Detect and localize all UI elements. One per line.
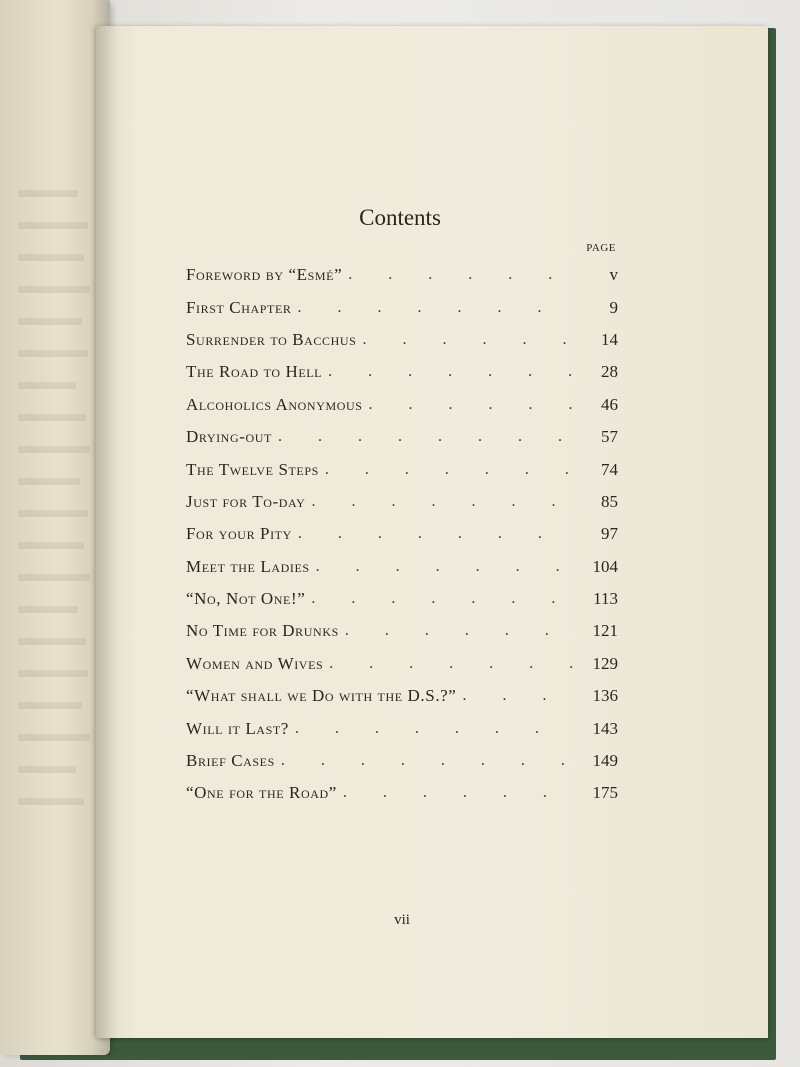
entry-title: Drying-out xyxy=(186,427,272,447)
contents-entry xyxy=(186,291,618,323)
dot-leader xyxy=(337,784,574,802)
entry-page-number: 175 xyxy=(592,783,618,803)
entry-title: Meet the Ladies xyxy=(186,556,310,576)
entry-title: For your Pity xyxy=(186,524,292,544)
entry-page-number: 14 xyxy=(601,329,618,349)
page-column-label: PAGE xyxy=(586,242,616,254)
entry-title: First Chapter xyxy=(186,297,292,317)
entry-page-number: 28 xyxy=(601,362,618,382)
contents-entry xyxy=(186,356,618,388)
contents-entry xyxy=(186,583,618,615)
dot-leader xyxy=(323,655,574,673)
contents-entry xyxy=(186,680,618,712)
entry-page-number: 74 xyxy=(601,459,618,479)
entry-title: Alcoholics Anonymous xyxy=(186,394,363,414)
entry-page-number: 136 xyxy=(592,686,618,706)
dot-leader xyxy=(305,493,574,511)
entry-title: Will it Last? xyxy=(186,718,289,738)
dot-leader xyxy=(339,622,574,640)
entry-title: “No, Not One!” xyxy=(186,589,306,609)
contents-entry xyxy=(186,421,618,453)
entry-page-number: 143 xyxy=(592,718,618,738)
contents-heading: Contents xyxy=(359,205,441,230)
entry-title: Brief Cases xyxy=(186,751,275,771)
dot-leader xyxy=(342,266,574,284)
entry-page-number: 85 xyxy=(601,491,618,511)
entry-page-number: 46 xyxy=(601,394,618,414)
dot-leader xyxy=(289,720,574,738)
page-number: vii xyxy=(394,912,410,928)
contents-entry xyxy=(186,259,618,291)
entry-page-number: v xyxy=(609,265,618,285)
entry-page-number: 9 xyxy=(609,297,618,317)
dot-leader xyxy=(322,363,574,381)
entry-page-number: 121 xyxy=(592,621,618,641)
dot-leader xyxy=(310,558,574,576)
page-gutter-shadow xyxy=(96,26,118,1038)
entry-title: No Time for Drunks xyxy=(186,621,339,641)
contents-entry xyxy=(186,615,618,647)
contents-entry xyxy=(186,648,618,680)
contents-list xyxy=(186,259,618,810)
contents-entry xyxy=(186,712,618,744)
contents-entry xyxy=(186,486,618,518)
left-page xyxy=(0,0,110,1055)
entry-page-number: 104 xyxy=(592,556,618,576)
dot-leader xyxy=(305,590,574,608)
contents-entry xyxy=(186,453,618,485)
entry-title: Foreword by “Esmé” xyxy=(186,265,343,285)
contents-entry xyxy=(186,324,618,356)
entry-page-number: 97 xyxy=(601,524,618,544)
contents-entry xyxy=(186,389,618,421)
entry-page-number: 113 xyxy=(593,589,618,609)
contents-entry xyxy=(186,551,618,583)
entry-page-number: 57 xyxy=(601,427,618,447)
contents-entry xyxy=(186,745,618,777)
entry-page-number: 149 xyxy=(592,751,618,771)
dot-leader xyxy=(363,396,574,414)
dot-leader xyxy=(272,428,574,446)
dot-leader xyxy=(356,331,574,349)
entry-title: The Road to Hell xyxy=(186,362,323,382)
entry-title: Women and Wives xyxy=(186,653,324,673)
entry-page-number: 129 xyxy=(592,653,618,673)
dot-leader xyxy=(292,525,574,543)
entry-title: The Twelve Steps xyxy=(186,459,319,479)
dot-leader xyxy=(292,299,574,317)
dot-leader xyxy=(275,752,574,770)
entry-title: “What shall we Do with the D.S.?” xyxy=(186,686,457,706)
dot-leader xyxy=(456,687,574,705)
entry-title: Just for To-day xyxy=(186,491,306,511)
contents-entry xyxy=(186,518,618,550)
entry-title: “One for the Road” xyxy=(186,783,337,803)
contents-entry xyxy=(186,777,618,809)
dot-leader xyxy=(319,461,574,479)
entry-title: Surrender to Bacchus xyxy=(186,329,357,349)
